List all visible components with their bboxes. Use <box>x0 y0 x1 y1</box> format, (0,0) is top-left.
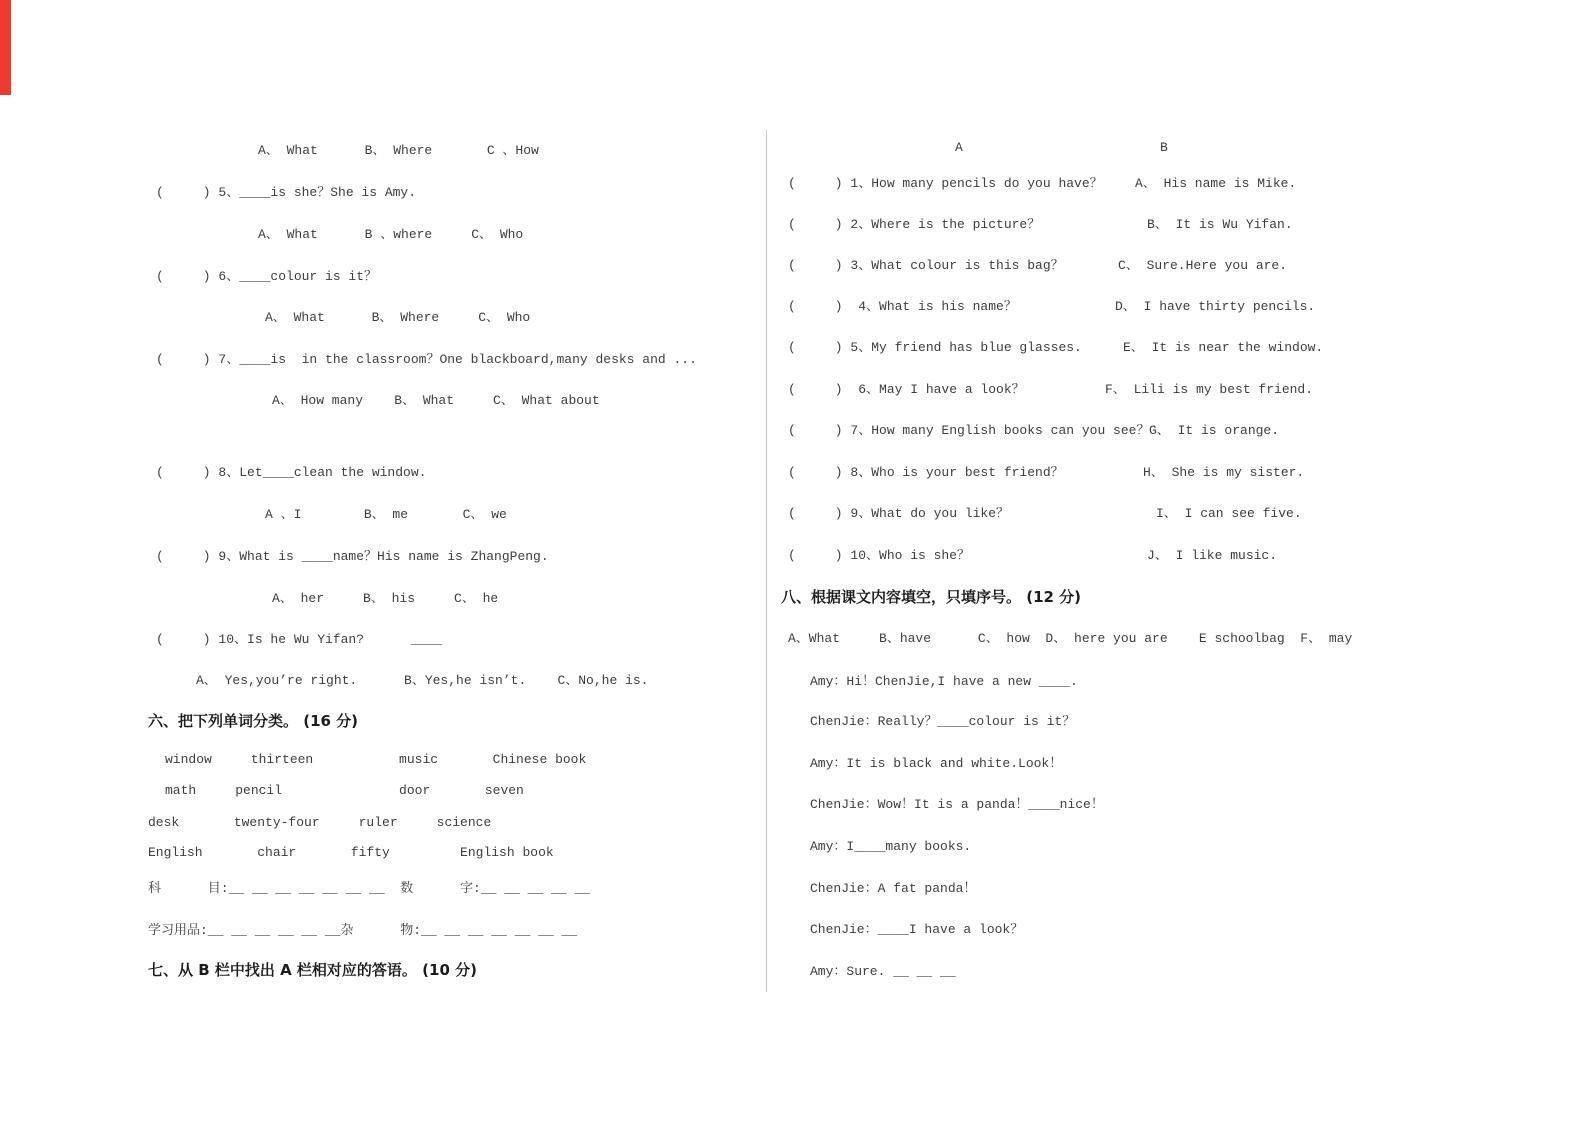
match-question-1: ( ) 1、How many pencils do you have？ <box>788 176 1103 191</box>
column-divider <box>766 130 767 992</box>
match-question-7: ( ) 7、How many English books can you see？ <box>788 423 1150 438</box>
match-question-4: ( ) 4、What is his name？ <box>788 299 1017 314</box>
question-6: ( ) 6、____colour is it？ <box>156 269 378 284</box>
match-answer-f: F、 Lili is my best friend. <box>1105 382 1314 397</box>
match-answer-i: I、 I can see five. <box>1156 506 1302 521</box>
q8-options-line: A 、I B、 me C、 we <box>265 507 507 522</box>
word-bank-line: A、What B、have C、 how D、 here you are E schoolbag F、 may <box>788 631 1353 646</box>
match-answer-e: E、 It is near the window. <box>1123 340 1324 355</box>
match-answer-d: D、 I have thirty pencils. <box>1115 299 1316 314</box>
question-5: ( ) 5、____is she？She is Amy. <box>156 185 417 200</box>
red-edge-marker <box>0 0 11 95</box>
q7-options-line: A、 How many B、 What C、 What about <box>272 393 600 408</box>
match-answer-b: B、 It is Wu Yifan. <box>1147 217 1293 232</box>
match-answer-g: G、 It is orange. <box>1149 423 1280 438</box>
question-7: ( ) 7、____is in the classroom？One blackboard,many desks and ... <box>156 352 697 367</box>
dialogue-line-1: Amy：Hi！ChenJie,I have a new ____. <box>810 674 1078 689</box>
dialogue-line-2: ChenJie：Really？____colour is it？ <box>810 714 1076 729</box>
match-question-10: ( ) 10、Who is she？ <box>788 548 971 563</box>
q9-options-line: A、 her B、 his C、 he <box>272 591 499 606</box>
match-question-9: ( ) 9、What do you like？ <box>788 506 1010 521</box>
match-question-8: ( ) 8、Who is your best friend？ <box>788 465 1064 480</box>
dialogue-line-6: ChenJie：A fat panda！ <box>810 881 977 896</box>
question-10: ( ) 10、Is he Wu Yifan? ____ <box>156 632 443 647</box>
match-answer-h: H、 She is my sister. <box>1143 465 1305 480</box>
question-9: ( ) 9、What is ____name？His name is ZhangPeng. <box>156 549 549 564</box>
q6-options-line: A、 What B、 Where C、 Who <box>265 310 531 325</box>
dialogue-line-7: ChenJie：____I have a look？ <box>810 922 1024 937</box>
word-row-4: English chair fifty English book <box>148 845 554 860</box>
match-question-5: ( ) 5、My friend has blue glasses. <box>788 340 1082 355</box>
dialogue-line-3: Amy：It is black and white.Look！ <box>810 756 1063 771</box>
match-answer-a: A、 His name is Mike. <box>1135 176 1297 191</box>
q10-options-line: A、 Yes,you’re right. B、Yes,he isn’t. C、No,he is. <box>196 673 649 688</box>
q4-options-line: A、 What B、 Where C 、How <box>258 143 539 158</box>
category-line-supplies-sundries: 学习用品:__ __ __ __ __ __杂 物:__ __ __ __ __ __ __ <box>148 923 578 938</box>
word-row-3: desk twenty-four ruler science <box>148 815 492 830</box>
match-question-3: ( ) 3、What colour is this bag？ <box>788 258 1064 273</box>
section-6-heading: 六、把下列单词分类。 (16 分) <box>148 712 359 730</box>
match-question-2: ( ) 2、Where is the picture？ <box>788 217 1041 232</box>
word-row-2: math pencil door seven <box>165 783 524 798</box>
q5-options-line: A、 What B 、where C、 Who <box>258 227 524 242</box>
match-answer-j: J、 I like music. <box>1147 548 1278 563</box>
match-question-6: ( ) 6、May I have a look？ <box>788 382 1025 397</box>
match-answer-c: C、 Sure.Here you are. <box>1118 258 1288 273</box>
match-column-a-header: A <box>955 140 963 155</box>
dialogue-line-8: Amy：Sure. __ __ __ <box>810 964 956 979</box>
section-8-heading: 八、根据课文内容填空，只填序号。 (12 分) <box>781 588 1082 606</box>
dialogue-line-5: Amy：I____many books. <box>810 839 972 854</box>
section-7-heading: 七、从 B 栏中找出 A 栏相对应的答语。 (10 分) <box>148 961 477 979</box>
dialogue-line-4: ChenJie：Wow！It is a panda！____nice！ <box>810 797 1104 812</box>
question-8: ( ) 8、Let____clean the window. <box>156 465 427 480</box>
word-row-1: window thirteen music Chinese book <box>165 752 587 767</box>
match-column-b-header: B <box>1160 140 1168 155</box>
category-line-subjects-numbers: 科 目:__ __ __ __ __ __ __ 数 字:__ __ __ __ __ <box>148 881 591 896</box>
